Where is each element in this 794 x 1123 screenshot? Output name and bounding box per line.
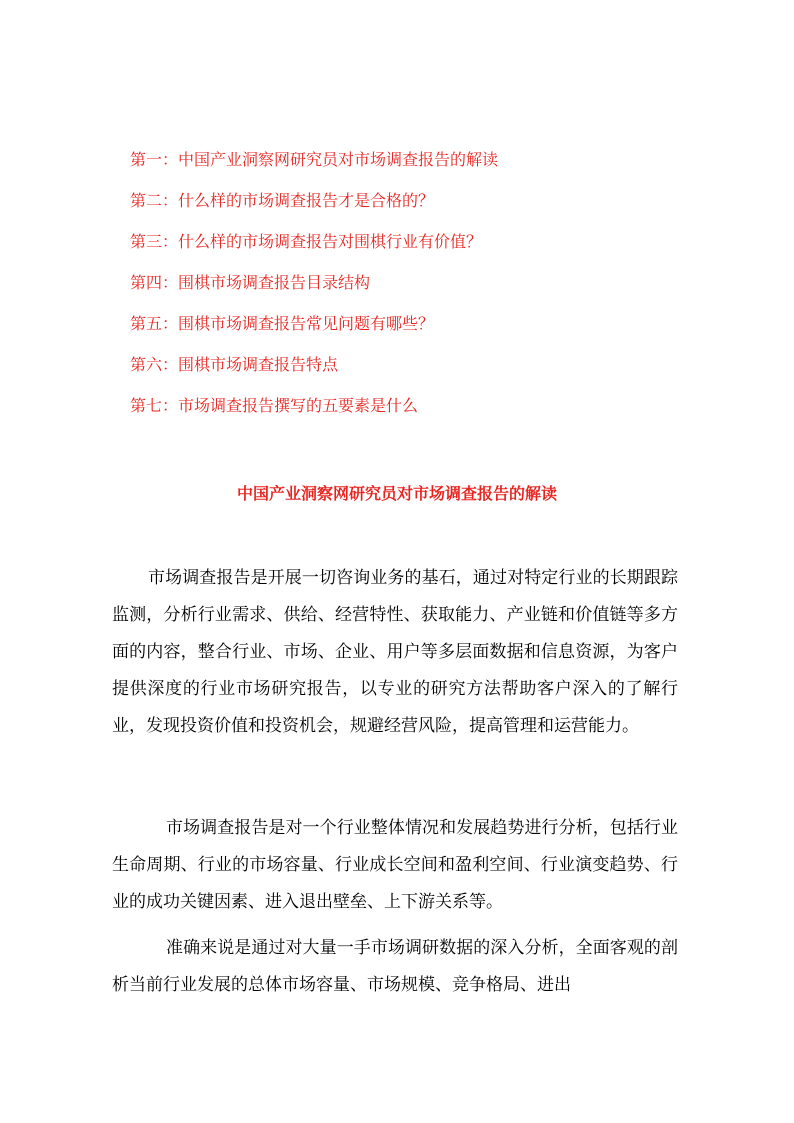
toc-item-number: 第三： — [130, 232, 179, 251]
toc-item-number: 第二： — [130, 191, 179, 210]
toc-item[interactable] — [130, 310, 498, 351]
toc-item-number: 第四： — [130, 273, 179, 292]
section-heading: 中国产业洞察网研究员对市场调查报告的解读 — [236, 484, 557, 503]
toc-item-number: 第七： — [130, 396, 179, 415]
body-paragraph: 准确来说是通过对大量一手市场调研数据的深入分析，全面客观的剖析当前行业发展的总体市场容量、市场规模、竞争格局、进出 — [112, 938, 678, 995]
toc-item-label: 围棋市场调查报告常见问题有哪些？ — [178, 314, 435, 333]
toc-item-label: 市场调查报告撰写的五要素是什么 — [178, 396, 419, 415]
toc-item-label: 中国产业洞察网研究员对市场调查报告的解读 — [178, 150, 499, 169]
toc-item-number: 第一： — [130, 150, 179, 169]
toc-item[interactable] — [130, 187, 498, 228]
toc-item-number: 第五： — [130, 314, 179, 333]
toc-item[interactable] — [130, 392, 498, 433]
toc-item-label: 围棋市场调查报告特点 — [178, 355, 339, 374]
toc-item[interactable] — [130, 351, 498, 392]
body-paragraph: 市场调查报告是开展一切咨询业务的基石，通过对特定行业的长期跟踪监测，分析行业需求、供给、经营特性、获取能力、产业链和价值链等多方面的内容，整合行业、市场、企业、用户等多层面数据和信息资源，为客户提供深度的行业市场研究报告，以专业的研究方法帮助客户深入的了解行业，发现投资价值和投资机会，规避经营风险，提高管理和运营能力。 — [112, 568, 678, 736]
table-of-contents — [130, 146, 498, 433]
body-paragraph: 市场调查报告是对一个行业整体情况和发展趋势进行分析，包括行业生命周期、行业的市场容量、行业成长空间和盈利空间、行业演变趋势、行业的成功关键因素、进入退出壁垒、上下游关系等。 — [112, 818, 678, 912]
toc-item-number: 第六： — [130, 355, 179, 374]
toc-item[interactable] — [130, 228, 498, 269]
toc-item-label: 什么样的市场调查报告才是合格的？ — [178, 191, 435, 210]
toc-item-label: 围棋市场调查报告目录结构 — [178, 273, 371, 292]
toc-item[interactable] — [130, 146, 498, 187]
toc-item[interactable] — [130, 269, 498, 310]
toc-item-label: 什么样的市场调查报告对围棋行业有价值？ — [178, 232, 483, 251]
